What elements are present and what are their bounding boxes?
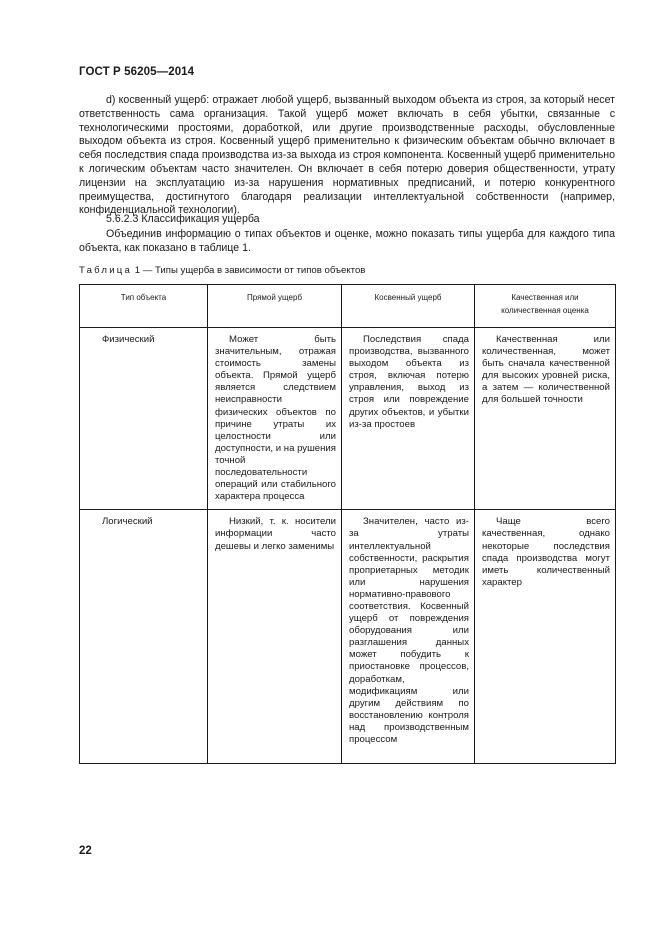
paragraph-indirect-damage — [79, 94, 615, 218]
header-indirect-damage: Косвенный ущерб — [342, 285, 475, 328]
cell-assessment: Чаще всего качественная, однако некоторые последствия спада производства могут иметь количественный характер — [475, 510, 616, 764]
paragraph-intro — [79, 228, 615, 256]
section-heading-text: 5.6.2.3 Классификация ущерба — [106, 213, 260, 225]
cell-object-type: Логический — [80, 510, 208, 764]
paragraph-text: d) косвенный ущерб: отражает любой ущерб, вызванный выходом объекта из строя, за который несет ответственность сама организация. Такой ущерб может включать в себя убытки, связанные с технологическими простоями, доработкой, или другие производственные расходы, обусловленные выходом объекта из строя. Косвенный ущерб применительно к физическим объектам обычно включает в себя последствия спада производства из-за выхода из строя компонента. Косвенный ущерб применительно к логическим объектам часто значителен. Он включает в себя потерю доверия общественности, утрату лицензии на эксплуатацию из-за нарушения нормативных предписаний, и потерю конкурентного преимущества, достигнутого благодаря реализации интеллектуальной собственности (например, конфиденциальной технологии). — [79, 94, 615, 217]
document-header: ГОСТ Р 56205—2014 — [79, 66, 195, 78]
paragraph-text: Объединив информацию о типах объектов и оценке, можно показать типы ущерба для каждого типа объекта, как показано в таблице 1. — [79, 228, 615, 254]
table-caption-number: 1 — [134, 265, 141, 276]
table-header-row — [80, 285, 616, 328]
section-heading — [79, 213, 615, 227]
cell-direct-damage: Может быть значительным, отражая стоимость замены объекта. Прямой ущерб является следствием неисправности физических объектов по причине утраты их целостности или доступности, и на рушения точной последовательности операций или стабильного характера процесса — [208, 328, 342, 510]
cell-object-type: Физический — [80, 328, 208, 510]
table-row — [80, 328, 616, 510]
header-direct-damage: Прямой ущерб — [208, 285, 342, 328]
table-caption-label: Таблица — [79, 265, 133, 276]
cell-indirect-damage: Значителен, часто из-за утраты интеллектуальной собственности, раскрытия проприетарных методик или нарушения нормативно-правового соответствия. Косвенный ущерб от повреждения оборудования или разглашения данных может побудить к приостановке процессов, доработкам, модификациям или другим действиям по восстановлению контроля над производственным процессом — [342, 510, 475, 764]
table-caption — [79, 265, 365, 276]
damage-types-table — [79, 284, 616, 764]
page-number: 22 — [79, 845, 92, 857]
cell-direct-damage: Низкий, т. к. носители информации часто дешевы и легко заменимы — [208, 510, 342, 764]
table-row — [80, 510, 616, 764]
header-assessment: Качественная или количественная оценка — [475, 285, 616, 328]
cell-indirect-damage: Последствия спада производства, вызванного выходом объекта из строя, включая потерю управления, выход из строя или повреждение других объектов, и убытки из-за простоев — [342, 328, 475, 510]
table-caption-text: — Типы ущерба в зависимости от типов объектов — [142, 265, 366, 276]
cell-assessment: Качественная или количественная, может быть сначала качественной для высоких уровней риска, а затем — количественной для большей точности — [475, 328, 616, 510]
header-object-type: Тип объекта — [80, 285, 208, 328]
